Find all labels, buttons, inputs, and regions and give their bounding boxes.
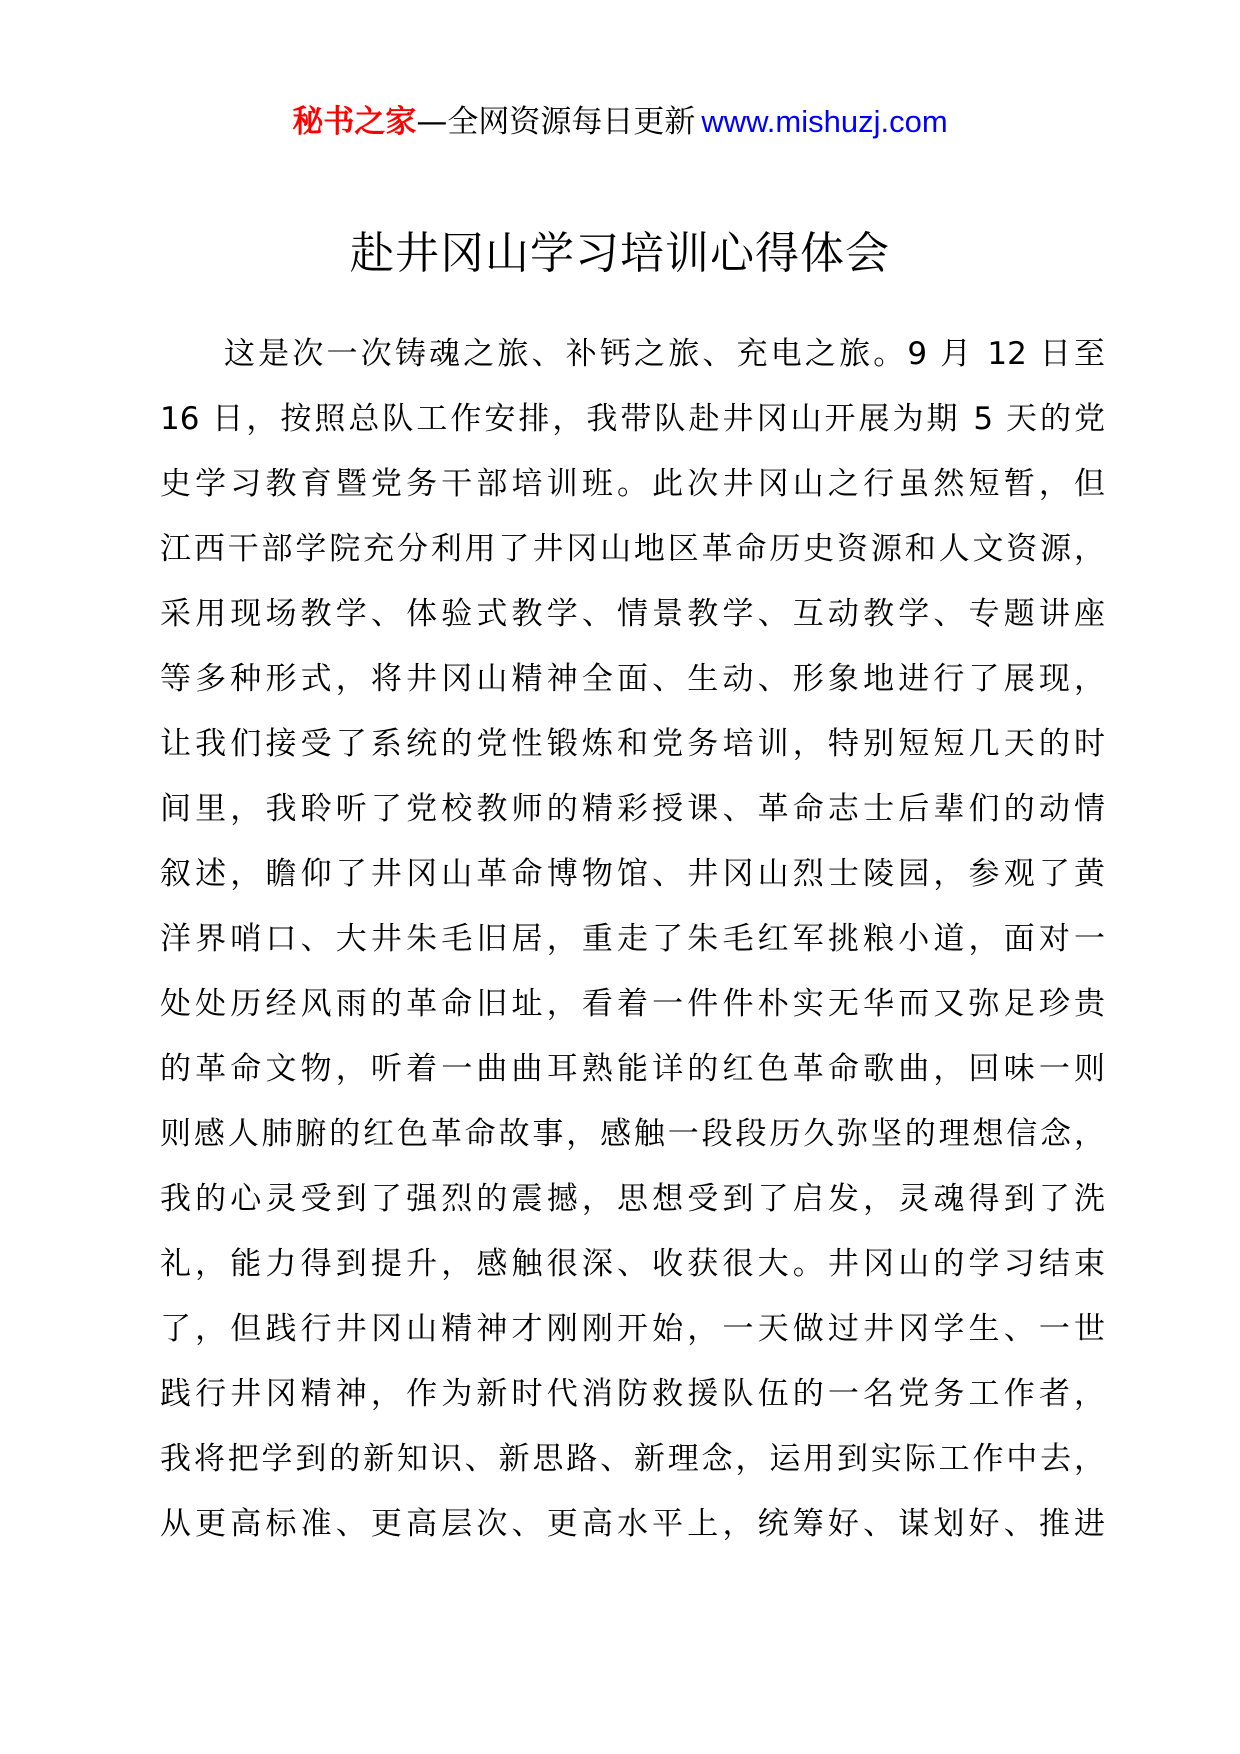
paragraph-line: 这是次一次铸魂之旅、补钙之旅、充电之旅。9 月 12 日至 (224, 336, 1105, 372)
document-title: 赴井冈山学习培训心得体会 (350, 228, 890, 279)
paragraph-line: 采用现场教学、体验式教学、情景教学、互动教学、专题讲座 (160, 596, 1105, 632)
paragraph-line: 我的心灵受到了强烈的震撼，思想受到了启发，灵魂得到了洗 (160, 1181, 1105, 1217)
paragraph-line: 让我们接受了系统的党性锻炼和党务培训，特别短短几天的时 (160, 726, 1105, 762)
document-body (160, 322, 1105, 1557)
paragraph-line: 践行井冈精神，作为新时代消防救援队伍的一名党务工作者， (160, 1376, 1105, 1412)
paragraph-line: 间里，我聆听了党校教师的精彩授课、革命志士后辈们的动情 (160, 791, 1105, 827)
paragraph-line: 洋界哨口、大井朱毛旧居，重走了朱毛红军挑粮小道，面对一 (160, 921, 1105, 957)
paragraph-line: 处处历经风雨的革命旧址，看着一件件朴实无华而又弥足珍贵 (160, 986, 1105, 1022)
paragraph-line: 了，但践行井冈山精神才刚刚开始，一天做过井冈学生、一世 (160, 1311, 1105, 1347)
paragraph-line: 江西干部学院充分利用了井冈山地区革命历史资源和人文资源， (160, 531, 1105, 567)
page-header (0, 100, 1240, 144)
paragraph-line: 的革命文物，听着一曲曲耳熟能详的红色革命歌曲，回味一则 (160, 1051, 1105, 1087)
paragraph-line: 我将把学到的新知识、新思路、新理念，运用到实际工作中去， (160, 1441, 1105, 1477)
brand-name: 秘书之家 (292, 104, 417, 140)
site-url-link[interactable]: www.mishuzj.com (701, 104, 948, 139)
paragraph-line: 史学习教育暨党务干部培训班。此次井冈山之行虽然短暂，但 (160, 466, 1105, 502)
header-slogan: —全网资源每日更新 (416, 104, 696, 140)
paragraph-line: 则感人肺腑的红色革命故事，感触一段段历久弥坚的理想信念， (160, 1116, 1105, 1152)
paragraph-line: 等多种形式，将井冈山精神全面、生动、形象地进行了展现， (160, 661, 1105, 697)
paragraph-line: 从更高标准、更高层次、更高水平上，统筹好、谋划好、推进 (160, 1506, 1105, 1542)
paragraph-line: 叙述，瞻仰了井冈山革命博物馆、井冈山烈士陵园，参观了黄 (160, 856, 1105, 892)
paragraph-line: 礼，能力得到提升，感触很深、收获很大。井冈山的学习结束 (160, 1246, 1105, 1282)
paragraph-line: 16 日，按照总队工作安排，我带队赴井冈山开展为期 5 天的党 (160, 401, 1105, 437)
